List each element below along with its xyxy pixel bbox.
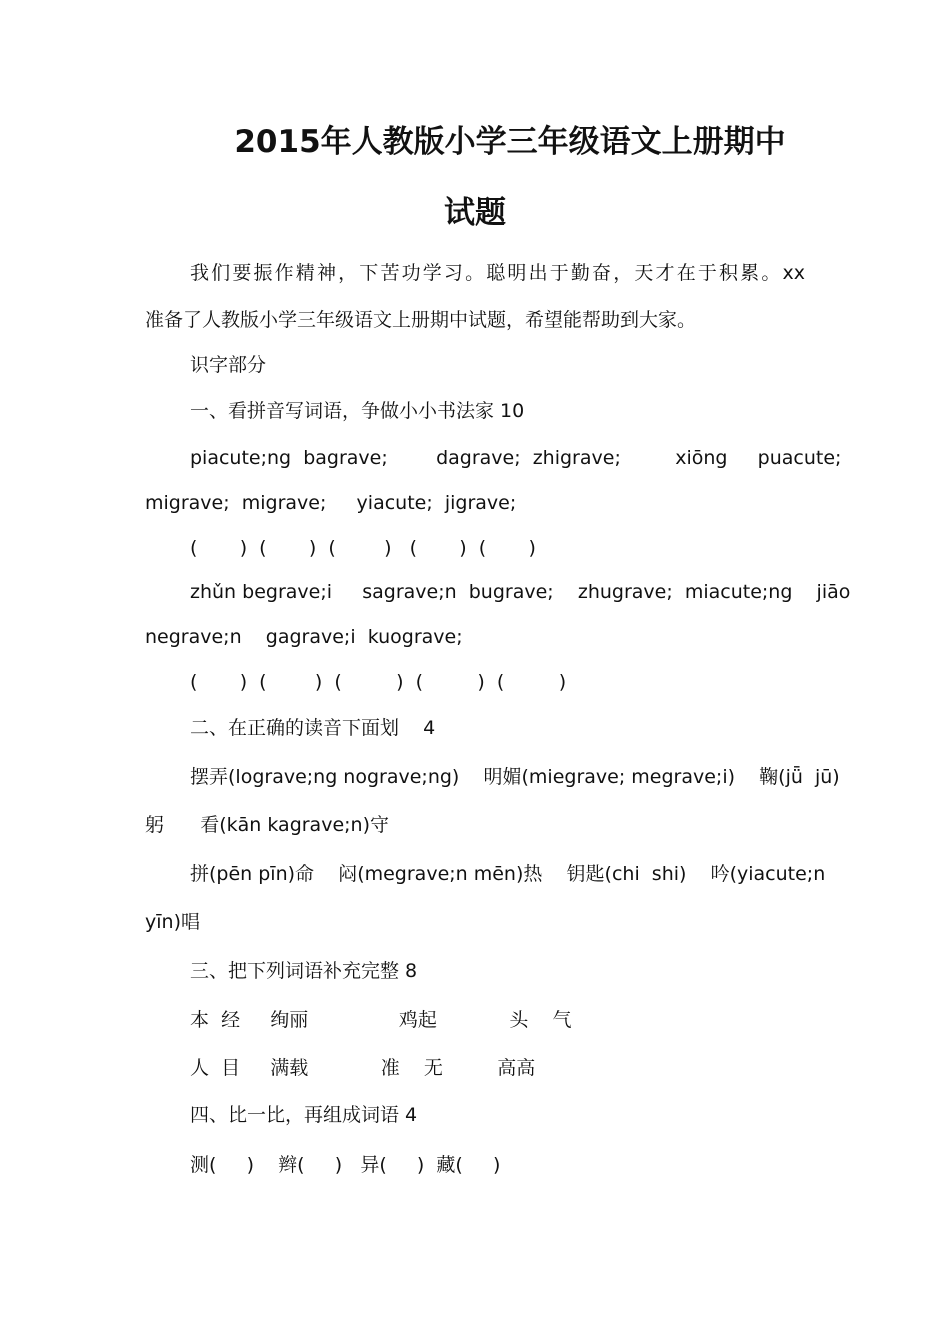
- q1-answer-blanks-row2: ( ) ( ) ( ) ( ) ( ): [190, 671, 567, 693]
- document-title-line-1: 2015年人教版小学三年级语文上册期中: [234, 124, 786, 160]
- q2-line-1: 摆弄(lograve;ng nograve;ng) 明媚(miegrave; megrave;i) 鞠(jǖ jū): [190, 766, 840, 788]
- q2-heading: 二、在正确的读音下面划 4: [190, 717, 436, 739]
- q2-line-2: 躬 看(kān kagrave;n)守: [145, 814, 389, 836]
- q1-pinyin-row2-line2: negrave;n gagrave;i kuograve;: [145, 626, 463, 648]
- q3-heading: 三、把下列词语补充完整 8: [190, 960, 418, 982]
- q2-line-3: 拼(pēn pīn)命 闷(megrave;n mēn)热 钥匙(chi shi) 吟(yiacute;n: [190, 863, 826, 885]
- document-title-line-2: 试题: [444, 195, 506, 231]
- intro-line-2: 准备了人教版小学三年级语文上册期中试题，希望能帮助到大家。: [145, 309, 697, 331]
- q1-pinyin-row2-line1: zhǔn begrave;i sagrave;n bugrave; zhugrave; miacute;ng jiāo: [190, 581, 851, 603]
- q1-answer-blanks-row1: ( ) ( ) ( ) ( ) ( ): [190, 537, 536, 559]
- q3-line-1: 本 经 绚丽 鸡起 头 气: [190, 1009, 572, 1031]
- intro-line-1: 我们要振作精神，下苦功学习。聪明出于勤奋，天才在于积累。xx: [190, 262, 805, 284]
- q1-pinyin-row1-line1: piacute;ng bagrave; dagrave; zhigrave; xiōng puacute;: [190, 447, 842, 469]
- section-label: 识字部分: [190, 354, 267, 376]
- q1-pinyin-row1-line2: migrave; migrave; yiacute; jigrave;: [145, 492, 517, 514]
- q4-line-1: 测( ) 辫( ) 异( ) 藏( ): [190, 1154, 501, 1176]
- q3-line-2: 人 目 满载 准 无 高高: [190, 1057, 536, 1079]
- q4-heading: 四、比一比，再组成词语 4: [190, 1104, 418, 1126]
- q2-line-4: yīn)唱: [145, 911, 200, 933]
- q1-heading: 一、看拼音写词语，争做小小书法家 10: [190, 400, 525, 422]
